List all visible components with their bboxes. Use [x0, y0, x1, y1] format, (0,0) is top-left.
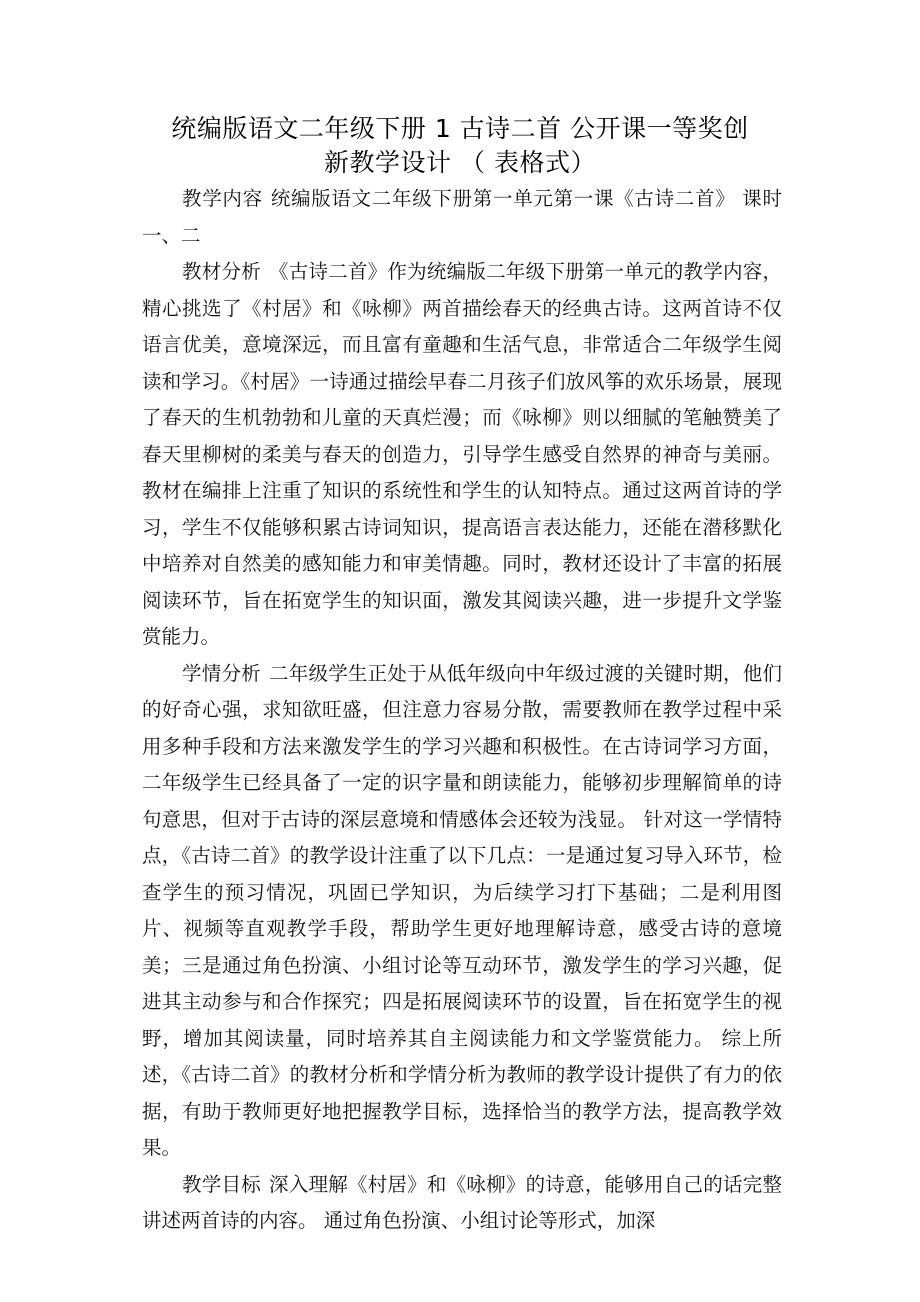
- document-title: [140, 112, 780, 180]
- section-textbook-analysis: [142, 254, 782, 656]
- section-label: 教学内容: [182, 187, 263, 210]
- section-teaching-content: [142, 181, 782, 254]
- section-learner-analysis: [142, 656, 782, 1167]
- section-text: 二年级学生正处于从低年级向中年级过渡的关键时期，他们的好奇心强，求知欲旺盛，但注意力容易分散，需要教师在教学过程中采用多种手段和方法来激发学生的学习兴趣和积极性。在古诗词学习方面，二年级学生已经具备了一定的识字量和朗读能力，能够初步理解简单的诗句意思，但对于古诗的深层意境和情感体会还较为浅显。 针对这一学情特点，《古诗二首》的教学设计注重了以下几点：一是通过复习导入环节，检查学生的预习情况，巩固已学知识，为后续学习打下基础；二是利用图片、视频等直观教学手段，帮助学生更好地理解诗意，感受古诗的意境美；三是通过角色扮演、小组讨论等互动环节，激发学生的学习兴趣，促进其主动参与和合作探究；四是拓展阅读环节的设置，旨在拓宽学生的视野，增加其阅读量，同时培养其自主阅读能力和文学鉴赏能力。 综上所述，《古诗二首》的教材分析和学情分析为教师的教学设计提供了有力的依据，有助于教师更好地把握教学目标，选择恰当的教学方法，提高教学效果。: [142, 661, 782, 1159]
- section-text: 《古诗二首》作为统编版二年级下册第一单元的教学内容，精心挑选了《村居》和《咏柳》两首描绘春天的经典古诗。这两首诗不仅语言优美，意境深远，而且富有童趣和生活气息，非常适合二年级学生阅读和学习。《村居》一诗通过描绘早春二月孩子们放风筝的欢乐场景，展现了春天的生机勃勃和儿童的天真烂漫；而《咏柳》则以细腻的笔触赞美了春天里柳树的柔美与春天的创造力，引导学生感受自然界的神奇与美丽。 教材在编排上注重了知识的系统性和学生的认知特点。通过这两首诗的学习，学生不仅能够积累古诗词知识，提高语言表达能力，还能在潜移默化中培养对自然美的感知能力和审美情趣。同时，教材还设计了丰富的拓展阅读环节，旨在拓宽学生的知识面，激发其阅读兴趣，进一步提升文学鉴赏能力。: [142, 260, 782, 648]
- section-label: 教学目标: [182, 1172, 261, 1196]
- section-text: 深入理解《村居》和《咏柳》的诗意，能够用自己的话完整讲述两首诗的内容。 通过角色扮演、小组讨论等形式，加深: [142, 1172, 782, 1232]
- section-teaching-objectives: [142, 1167, 782, 1240]
- document-body: [142, 181, 782, 1240]
- title-line-1: 统编版语文二年级下册 1 古诗二首 公开课一等奖创: [171, 114, 749, 143]
- title-line-2: 新教学设计 （ 表格式）: [324, 148, 596, 177]
- section-label: 学情分析: [182, 661, 261, 685]
- section-label: 教材分析: [182, 260, 261, 283]
- section-text: 统编版语文二年级下册第一单元第一课《古诗二首》 课时 一、二: [142, 187, 782, 247]
